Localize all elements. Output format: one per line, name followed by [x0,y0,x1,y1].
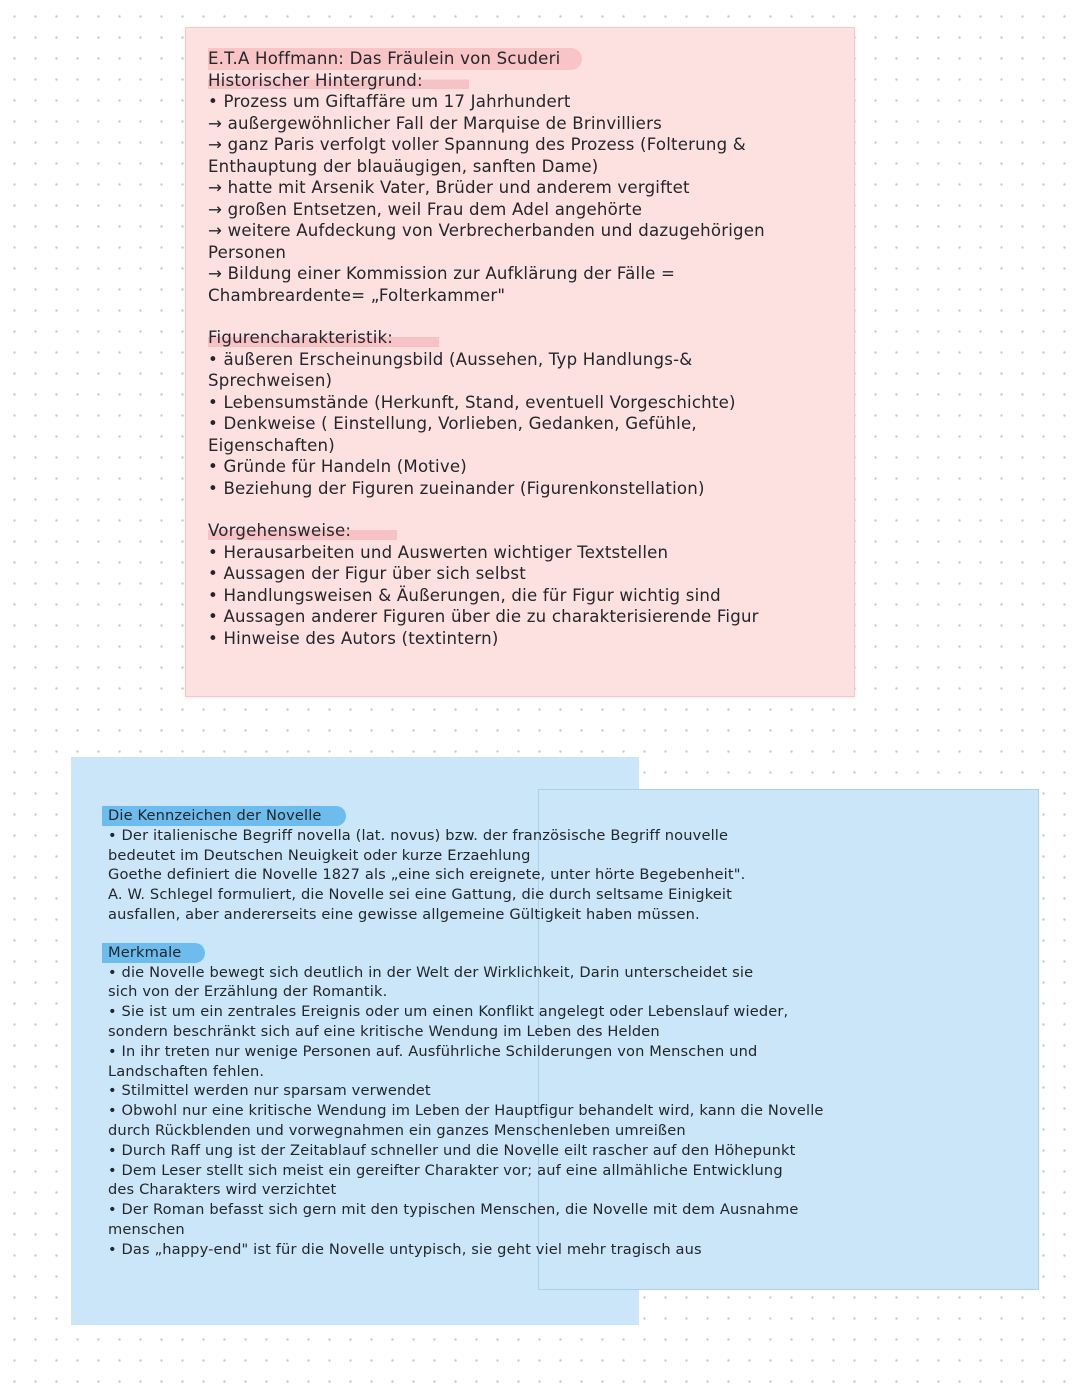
text-line: A. W. Schlegel formuliert, die Novelle sei eine Gattung, die durch seltsame Einigkeit [108,886,732,904]
text-line: sondern beschränkt sich auf eine kritische Wendung im Leben des Helden [108,1022,660,1040]
text-line: Goethe definiert die Novelle 1827 als „eine sich ereignete, unter hörte Begebenheit". [108,866,746,884]
text-line: • Hinweise des Autors (textintern) [208,628,499,648]
text-line: • Der italienische Begriff novella (lat. novus) bzw. der französische Begriff nouvelle [108,826,729,844]
text-line: • Das „happy-end" ist für die Novelle untypisch, sie geht viel mehr tragisch aus [108,1240,702,1258]
text-line: Eigenschaften) [208,435,335,455]
text-line: • Lebensumstände (Herkunft, Stand, eventuell Vorgeschichte) [208,392,736,412]
text-line: • Aussagen anderer Figuren über die zu charakterisierende Figur [208,607,759,626]
text-line: • Dem Leser stellt sich meist ein gereifter Charakter vor; auf eine allmähliche Entwicklung [108,1161,783,1179]
section-heading-historischer-hintergrund: Historischer Hintergrund: [208,70,469,92]
text-line: • Aussagen der Figur über sich selbst [208,564,526,583]
text-line: • Der Roman befasst sich gern mit den typischen Menschen, die Novelle mit dem Ausnahme [108,1201,799,1219]
text-line: • Handlungsweisen & Äußerungen, die für Figur wichtig sind [208,585,721,605]
text-line: sich von der Erzählung der Romantik. [108,983,388,1001]
text-line: • die Novelle bewegt sich deutlich in der Welt der Wirklichkeit, Darin unterscheidet sie [108,963,754,981]
note-title: E.T.A Hoffmann: Das Fräulein von Scuderi [208,48,582,70]
text-line: Enthauptung der blauäugigen, sanften Dame) [208,156,599,176]
text-line: • Obwohl nur eine kritische Wendung im Leben der Hauptfigur behandelt wird, kann die Novelle [108,1102,824,1120]
text-line: • Prozess um Giftaffäre um 17 Jahrhundert [208,92,571,111]
figurencharakteristik-list [208,349,853,500]
section-heading-vorgehensweise: Vorgehensweise: [208,520,397,542]
text-line: bedeutet im Deutschen Neuigkeit oder kurze Erzaehlung [108,846,531,864]
text-line: • Denkweise ( Einstellung, Vorlieben, Gedanken, Gefühle, [208,414,697,433]
text-line: Sprechweisen) [208,371,333,390]
merkmale-list [108,963,1038,1260]
section-heading-kennzeichen-der-novelle: Die Kennzeichen der Novelle [102,806,346,826]
text-line: • Beziehung der Figuren zueinander (Figurenkonstellation) [208,478,705,498]
vorgehensweise-list [208,542,853,650]
text-line: Landschaften fehlen. [108,1062,265,1080]
text-line: • äußeren Erscheinungsbild (Aussehen, Typ Handlungs-& [208,349,693,369]
text-line: Personen [208,242,287,262]
text-line: durch Rückblenden und vorwegnahmen ein ganzes Menschenleben umreißen [108,1121,686,1139]
text-line: menschen [108,1220,185,1238]
section-heading-figurencharakteristik: Figurencharakteristik: [208,327,439,349]
section-heading-merkmale: Merkmale [102,943,205,963]
text-line: → ganz Paris verfolgt voller Spannung des Prozess (Folterung & [208,135,746,154]
text-line: ausfallen, aber andererseits eine gewisse allgemeine Gültigkeit haben müssen. [108,905,700,923]
blue-note-content [108,806,1038,1260]
text-line: • Sie ist um ein zentrales Ereignis oder um einen Konflikt angelegt oder Lebenslauf wieder, [108,1003,789,1021]
text-line: → großen Entsetzen, weil Frau dem Adel angehörte [208,199,643,219]
text-line: → außergewöhnlicher Fall der Marquise de Brinvilliers [208,113,662,133]
text-line: Chambreardente= „Folterkammer" [208,285,506,305]
text-line: • Stilmittel werden nur sparsam verwendet [108,1082,431,1100]
text-line: • In ihr treten nur wenige Personen auf. Ausführliche Schilderungen von Menschen und [108,1042,758,1060]
text-line: • Gründe für Handeln (Motive) [208,457,467,476]
text-line: → Bildung einer Kommission zur Aufklärung der Fälle = [208,264,676,283]
historischer-hintergrund-list [208,91,853,306]
text-line: • Herausarbeiten und Auswerten wichtiger Textstellen [208,542,669,562]
text-line: • Durch Raff ung ist der Zeitablauf schneller und die Novelle eilt rascher auf den Höhepunkt [108,1141,796,1159]
text-line: → weitere Aufdeckung von Verbrecherbanden und dazugehörigen [208,221,765,240]
pink-note-content [208,48,853,649]
text-line: → hatte mit Arsenik Vater, Brüder und anderem vergiftet [208,178,690,197]
text-line: des Charakters wird verzichtet [108,1181,337,1199]
kennzeichen-list [108,826,1038,925]
